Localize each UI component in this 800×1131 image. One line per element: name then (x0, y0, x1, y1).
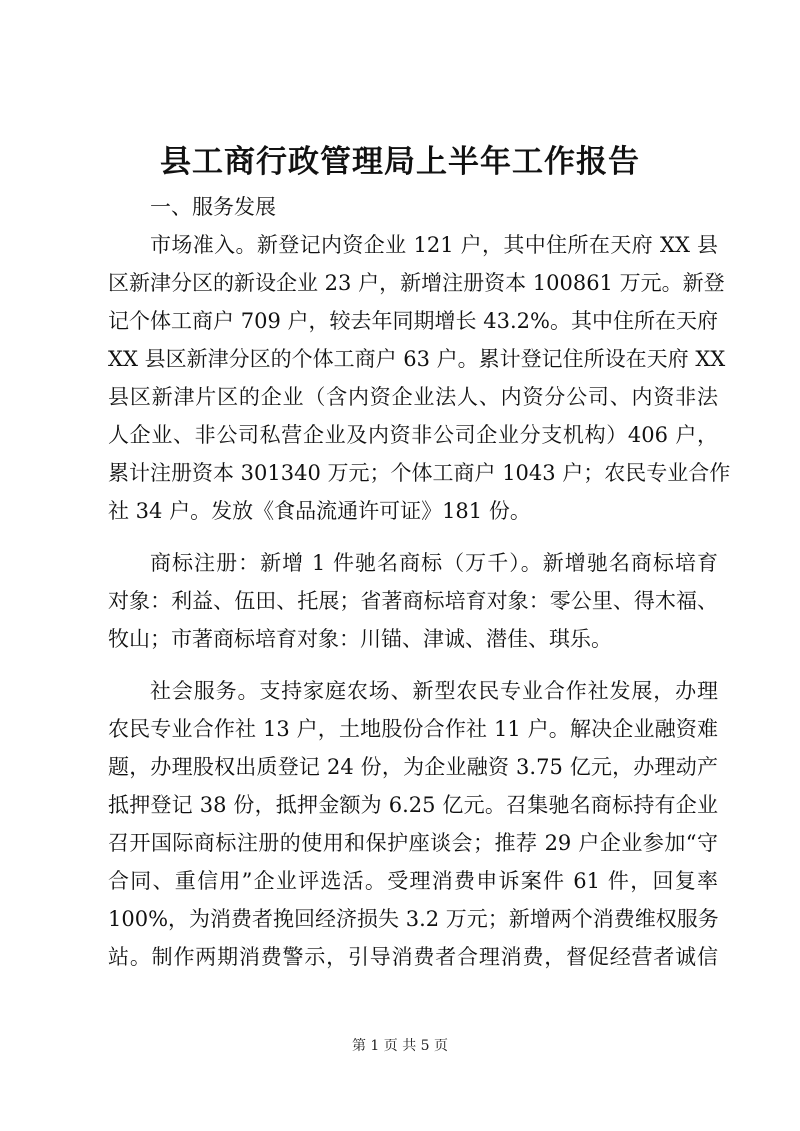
paragraph-line: 区新津分区的新设企业 23 户，新增注册资本 100861 万元。新登 (108, 271, 725, 295)
paragraph-social-service (108, 672, 718, 976)
paragraph-spacer (108, 658, 718, 672)
paragraph-line: 县区新津片区的企业（含内资企业法人、内资分公司、内资非法 (108, 385, 718, 409)
paragraph-line: 社会服务。支持家庭农场、新型农民专业合作社发展，办理 (150, 679, 718, 703)
paragraph-line: 农民专业合作社 13 户，土地股份合作社 11 户。解决企业融资难 (108, 717, 718, 741)
paragraph-line: 题，办理股权出质登记 24 份，为企业融资 3.75 亿元，办理动产 (108, 755, 718, 779)
document-body (108, 188, 731, 976)
paragraph-line: 人企业、非公司私营企业及内资非公司企业分支机构）406 户， (108, 423, 718, 447)
page-number-footer: 第 1 页 共 5 页 (351, 1038, 449, 1054)
paragraph-line: 对象：利益、伍田、托展；省著商标培育对象：零公里、得木福、 (108, 589, 718, 613)
paragraph-spacer (108, 530, 718, 544)
paragraph-line: XX 县区新津分区的个体工商户 63 户。累计登记住所设在天府 XX (108, 347, 726, 371)
paragraph-line: 市场准入。新登记内资企业 121 户，其中住所在天府 XX 县 (150, 233, 718, 257)
paragraph-trademark (108, 544, 718, 658)
paragraph-market-access (108, 226, 731, 530)
paragraph-line: 记个体工商户 709 户，较去年同期增长 43.2%。其中住所在天府 (108, 309, 718, 333)
paragraph-line: 100%，为消费者挽回经济损失 3.2 万元；新增两个消费维权服务 (108, 907, 719, 931)
paragraph-line: 商标注册：新增 1 件驰名商标（万千）。新增驰名商标培育 (150, 551, 718, 575)
paragraph-line: 抵押登记 38 份，抵押金额为 6.25 亿元。召集驰名商标持有企业 (108, 793, 718, 817)
page-title: 县工商行政管理局上半年工作报告 (160, 144, 640, 180)
paragraph-line: 站。制作两期消费警示，引导消费者合理消费，督促经营者诚信 (108, 945, 718, 969)
paragraph-line: 牧山；市著商标培育对象：川锚、津诚、潜佳、琪乐。 (108, 627, 612, 651)
section-heading: 一、服务发展 (150, 195, 276, 219)
paragraph-line: 累计注册资本 301340 万元；个体工商户 1043 户；农民专业合作 (108, 461, 731, 485)
paragraph-line: 召开国际商标注册的使用和保护座谈会；推荐 29 户企业参加“守 (108, 831, 718, 855)
paragraph-line: 社 34 户。发放《食品流通许可证》181 份。 (108, 499, 531, 523)
paragraph-line: 合同、重信用”企业评选活。受理消费申诉案件 61 件，回复率 (108, 869, 718, 893)
